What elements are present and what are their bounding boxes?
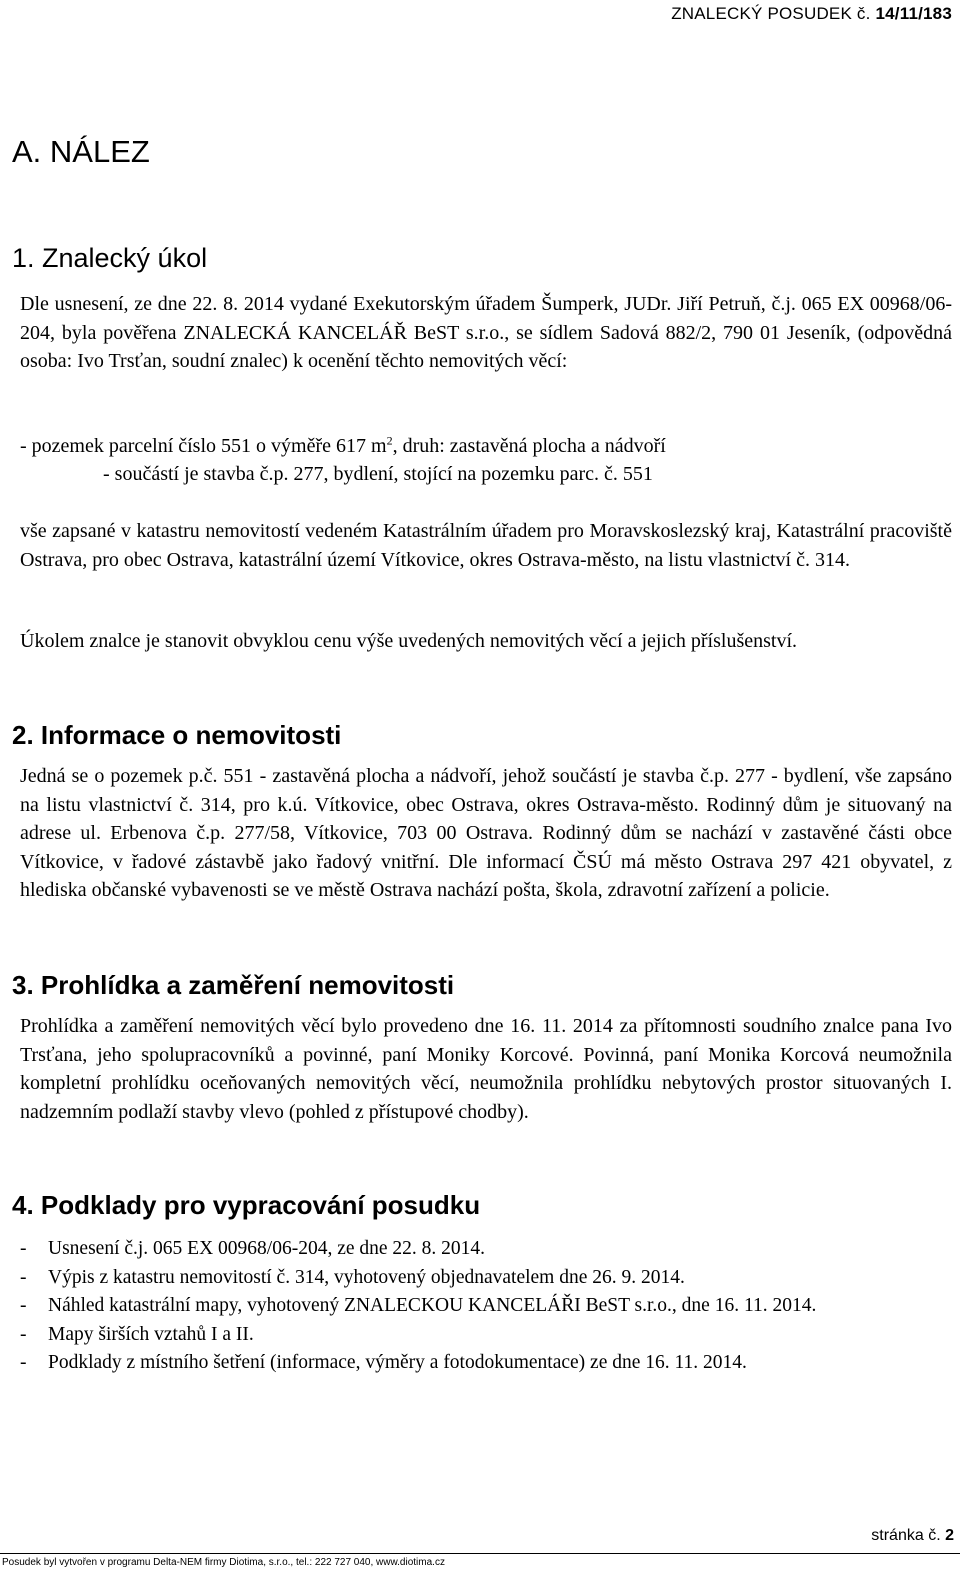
footer-divider (0, 1553, 960, 1554)
property-item-land (20, 432, 952, 461)
list-item: - Usnesení č.j. 065 EX 00968/06-204, ze dne 22. 8. 2014. (20, 1238, 486, 1259)
property-item-land-text: - pozemek parcelní číslo 551 o výměře 617 m (20, 435, 387, 457)
section-a-title: A. NÁLEZ (12, 134, 150, 169)
section-3-text: Prohlídka a zaměření nemovitých věcí bylo provedeno dne 16. 11. 2014 za přítomnosti soudního znalce pana Ivo Trsťana, jeho spolupracovníků a povinné, paní Moniky Korcové. Povinná, paní Monika Korcová neumožnila kompletní prohlídku oceňovaných nemovitých věcí, neumožnila prohlídku nebytových prostor situovaných I. nadzemním podlaží stavby vlevo (pohled z přístupové chodby). (20, 1015, 952, 1123)
section-1-intro: Dle usnesení, ze dne 22. 8. 2014 vydané Exekutorským úřadem Šumperk, JUDr. Jiří Petruň, č.j. 065 EX 00968/06-204, byla pověřena ZNALECKÁ KANCELÁŘ BeST s.r.o., se sídlem Sadová 882/2, 790 01 Jeseník, (odpovědná osoba: Ivo Trsťan, soudní znalec) k ocenění těchto nemovitých věcí: (20, 293, 952, 372)
list-item: - Podklady z místního šetření (informace, výměry a fotodokumentace) ze dne 16. 11. 2014. (20, 1352, 747, 1373)
document-header (671, 4, 952, 24)
property-item-building: - součástí je stavba č.p. 277, bydlení, stojící na pozemku parc. č. 551 (103, 463, 653, 485)
page-number-label: stránka č. (871, 1527, 941, 1544)
registry-text: vše zapsané v katastru nemovitostí vedeném Katastrálním úřadem pro Moravskoslezský kraj, Katastrální pracoviště Ostrava, pro obec Ostrava, katastrální území Vítkovice, okres Ostrava-město, na listu vlastnictví č. 314. (20, 520, 952, 571)
section-4-title: 4. Podklady pro vypracování posudku (12, 1190, 481, 1220)
page-number (871, 1527, 954, 1545)
section-3-title: 3. Prohlídka a zaměření nemovitosti (12, 970, 455, 1000)
property-item-land-end: , druh: zastavěná plocha a nádvoří (392, 435, 666, 457)
list-item: - Náhled katastrální mapy, vyhotovený ZNALECKOU KANCELÁŘI BeST s.r.o., dne 16. 11. 2014. (20, 1295, 817, 1316)
footer-note: Posudek byl vytvořen v programu Delta-NEM firmy Diotima, s.r.o., tel.: 222 727 040, www.diotima.cz (2, 1557, 445, 1568)
superscript: 2 (386, 433, 393, 448)
list-item: - Mapy širších vztahů I a II. (20, 1323, 254, 1345)
header-title: ZNALECKÝ POSUDEK č. (671, 4, 871, 23)
task-text: Úkolem znalce je stanovit obvyklou cenu výše uvedených nemovitých věcí a jejich příslušenství. (20, 630, 798, 652)
section-2-text: Jedná se o pozemek p.č. 551 - zastavěná plocha a nádvoří, jehož součástí je stavba č.p. 277 - bydlení, vše zapsáno na listu vlastnictví č. 314, pro k.ú. Vítkovice, obec Ostrava, okres Ostrava-město. Rodinný dům je situovaný na adrese ul. Erbenova č.p. 277/58, Vítkovice, 703 00 Ostrava. Rodinný dům se nachází v zastavěné části obce Vítkovice, v řadové zástavbě jako řadový vnitřní. Dle informací ČSÚ má město Ostrava 297 421 obyvatel, z hlediska občanské vybavenosti se ve městě Ostrava nachází pošta, škola, zdravotní zařízení a policie. (20, 765, 952, 901)
section-1-title: 1. Znalecký úkol (12, 243, 208, 273)
header-number: 14/11/183 (875, 4, 952, 23)
sources-list (20, 1235, 952, 1378)
list-item: - Výpis z katastru nemovitostí č. 314, vyhotovený objednavatelem dne 26. 9. 2014. (20, 1266, 685, 1288)
section-2-title: 2. Informace o nemovitosti (12, 720, 342, 750)
page-number-value: 2 (945, 1527, 954, 1544)
